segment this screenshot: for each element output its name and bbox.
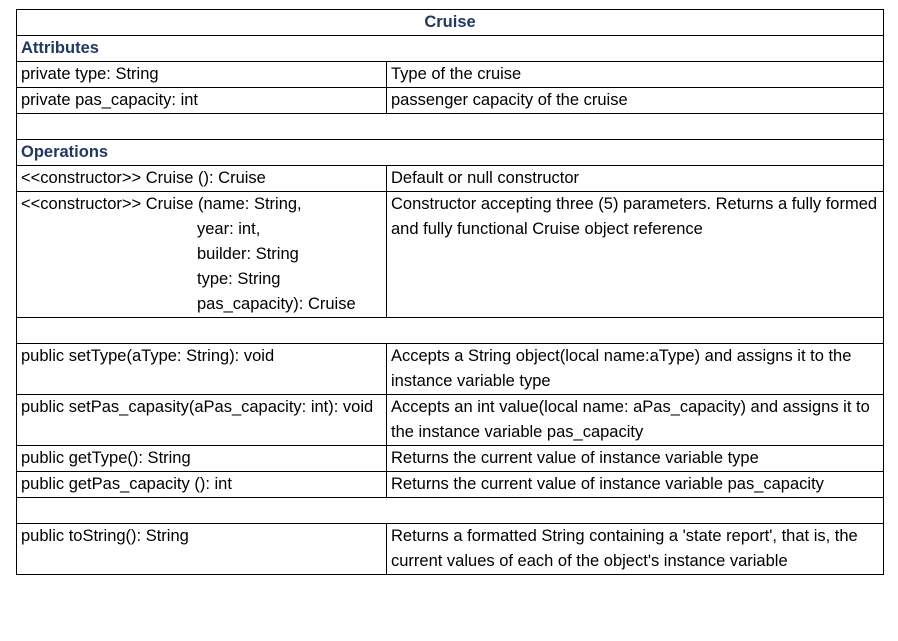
operation-signature: public getPas_capacity (): int [17, 472, 387, 498]
operation-description: Constructor accepting three (5) parameters. Returns a fully formed and fully functional Cruise object reference [387, 192, 884, 318]
operation-signature: public getType(): String [17, 446, 387, 472]
signature-line: type: String [197, 270, 281, 288]
operation-description: Accepts a String object(local name:aType) and assigns it to the instance variable type [387, 344, 884, 395]
attribute-signature: private pas_capacity: int [17, 88, 387, 114]
operation-signature: public toString(): String [17, 524, 387, 575]
spacer-row [17, 498, 884, 524]
uml-class-table [16, 9, 884, 575]
operations-heading: Operations [17, 140, 884, 166]
signature-line: <<constructor>> Cruise (name: String, [21, 195, 302, 213]
operation-signature: public setPas_capasity(aPas_capacity: int): void [17, 395, 387, 446]
operation-row [17, 446, 884, 472]
class-name: Cruise [17, 10, 884, 36]
operation-row [17, 192, 884, 318]
operation-description: Accepts an int value(local name: aPas_capacity) and assigns it to the instance variable pas_capacity [387, 395, 884, 446]
attribute-row [17, 88, 884, 114]
operation-row [17, 166, 884, 192]
operation-description: Returns a formatted String containing a 'state report', that is, the current values of each of the object's instance variable [387, 524, 884, 575]
signature-line: builder: String [197, 245, 299, 263]
attribute-row [17, 62, 884, 88]
operation-row [17, 395, 884, 446]
attribute-description: Type of the cruise [387, 62, 884, 88]
operation-signature: public setType(aType: String): void [17, 344, 387, 395]
operation-description: Returns the current value of instance variable type [387, 446, 884, 472]
signature-line: year: int, [197, 220, 261, 238]
operation-row [17, 344, 884, 395]
spacer-row [17, 318, 884, 344]
signature-line: pas_capacity): Cruise [197, 295, 356, 313]
operation-description: Default or null constructor [387, 166, 884, 192]
attribute-signature: private type: String [17, 62, 387, 88]
operation-signature: <<constructor>> Cruise (): Cruise [17, 166, 387, 192]
attribute-description: passenger capacity of the cruise [387, 88, 884, 114]
operation-description: Returns the current value of instance variable pas_capacity [387, 472, 884, 498]
spacer-row [17, 114, 884, 140]
operation-row [17, 524, 884, 575]
operation-row [17, 472, 884, 498]
attributes-heading: Attributes [17, 36, 884, 62]
operation-signature [17, 192, 387, 318]
